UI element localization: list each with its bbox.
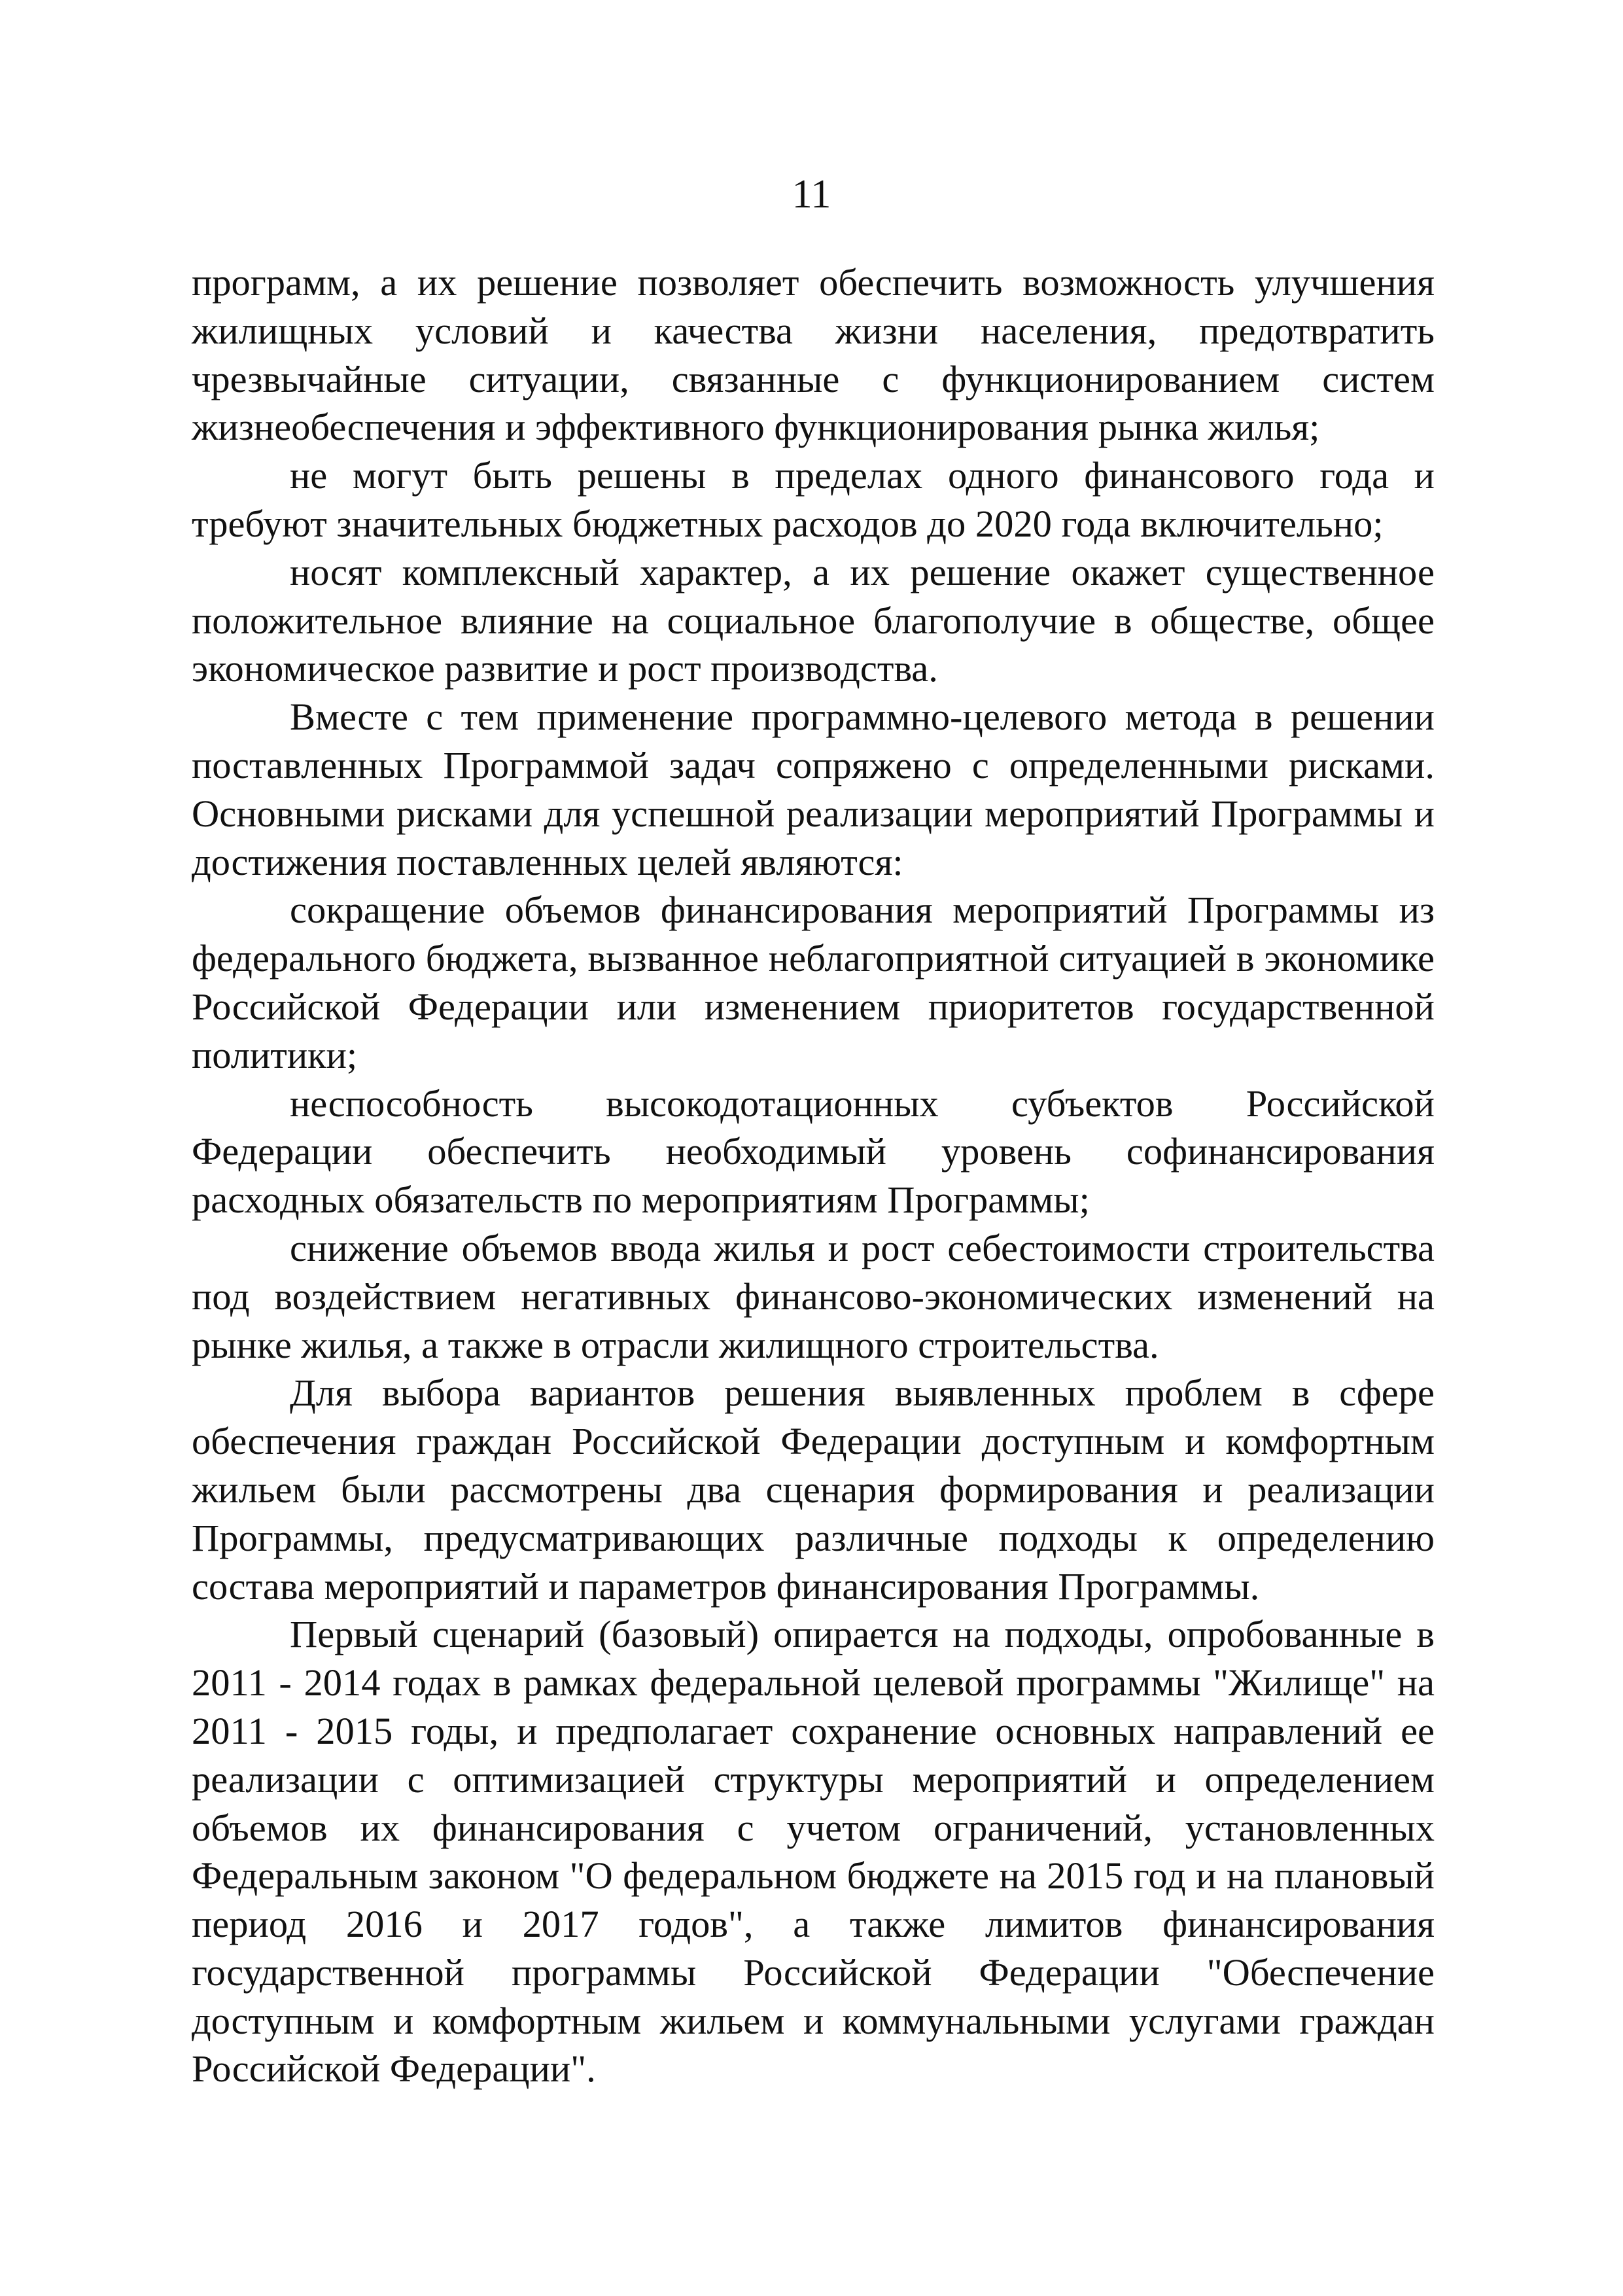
page-number: 11 <box>792 172 831 217</box>
paragraph-8: Для выбора вариантов решения выявленных проблем в сфере обеспечения граждан Российской Федерации доступным и комфортным жильем были рассмотрены два сценария формирования и реализации Программы, предусматривающих различные подходы к определению состава мероприятий и параметров финансирования Программы. <box>192 1371 1435 1608</box>
paragraph-6: неспособность высокодотационных субъектов Российской Федерации обеспечить необходимый уровень софинансирования расходных обязательств по мероприятиям Программы; <box>192 1082 1435 1222</box>
paragraph-3: носят комплексный характер, а их решение окажет существенное положительное влияние на социальное благополучие в обществе, общее экономическое развитие и рост производства. <box>192 550 1435 690</box>
paragraph-1: программ, а их решение позволяет обеспечить возможность улучшения жилищных условий и качества жизни населения, предотвратить чрезвычайные ситуации, связанные с функционированием систем жизнеобеспечения и эффективного функционирования рынка жилья; <box>192 261 1435 449</box>
paragraph-2: не могут быть решены в пределах одного финансового года и требуют значительных бюджетных расходов до 2020 года включительно; <box>192 454 1435 545</box>
paragraph-5: сокращение объемов финансирования мероприятий Программы из федерального бюджета, вызванное неблагоприятной ситуацией в экономике Российской Федерации или изменением приоритетов государственной политики; <box>192 889 1435 1076</box>
paragraph-4: Вместе с тем применение программно-целевого метода в решении поставленных Программой задач сопряжено с определенными рисками. Основными рисками для успешной реализации мероприятий Программы и достижения поставленных целей являются: <box>192 696 1435 883</box>
document-body <box>192 258 1435 2093</box>
paragraph-9: Первый сценарий (базовый) опирается на подходы, опробованные в 2011 - 2014 годах в рамках федеральной целевой программы "Жилище" на 2011 - 2015 годы, и предполагает сохранение основных направлений ее реализации с оптимизацией структуры мероприятий и определением объемов их финансирования с учетом ограничений, установленных Федеральным законом "О федеральном бюджете на 2015 год и на плановый период 2016 и 2017 годов", а также лимитов финансирования государственной программы Российской Федерации "Обеспечение доступным и комфортным жильем и коммунальными услугами граждан Российской Федерации". <box>192 1613 1435 2091</box>
paragraph-7: снижение объемов ввода жилья и рост себестоимости строительства под воздействием негативных финансово-экономических изменений на рынке жилья, а также в отрасли жилищного строительства. <box>192 1226 1435 1366</box>
